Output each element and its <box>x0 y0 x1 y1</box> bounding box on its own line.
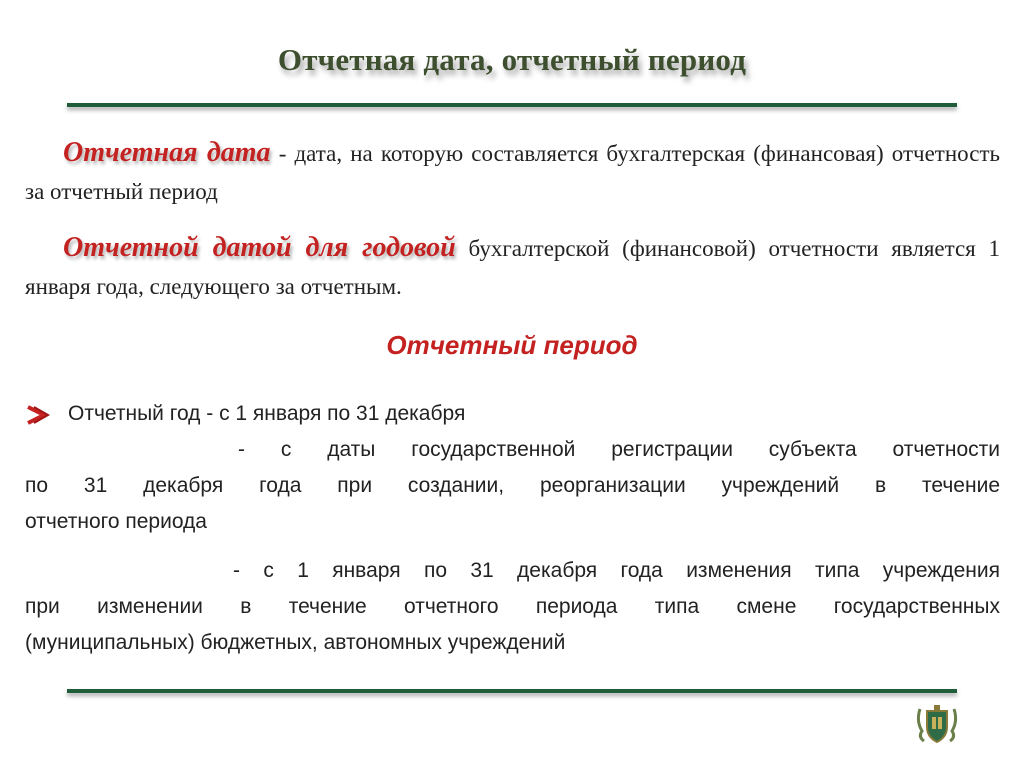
reporting-period-heading: Отчетный период <box>386 330 638 360</box>
bullet-text: Отчетный год - с 1 января по 31 декабря <box>68 402 466 425</box>
period-registration-block <box>25 432 1000 540</box>
block1-line3: отчетного периода <box>25 510 207 533</box>
term-reporting-date: Отчетная дата <box>63 137 271 168</box>
bottom-divider <box>67 689 957 693</box>
arrow-bullet-icon <box>25 397 51 431</box>
term-annual-date: Отчетной датой для годовой <box>63 232 456 263</box>
block2-line1: - с 1 января по 31 декабря года изменения типа учреждения <box>233 559 1000 582</box>
block2-line3: (муниципальных) бюджетных, автономных учреждений <box>25 631 566 654</box>
definition-annual-date <box>25 229 1000 306</box>
bullet-reporting-year <box>25 397 1000 431</box>
top-divider <box>67 103 957 107</box>
period-type-change-block <box>25 553 1000 661</box>
annual-date-text: бухгалтерской (финансовой) отчетности является 1 января года, следующего за отчетным. <box>25 236 1000 299</box>
coat-of-arms-icon <box>914 701 960 747</box>
block2-line2: при изменении в течение отчетного периода типа смене государственных <box>25 595 1000 618</box>
definition-text: - дата, на которую составляется бухгалтерская (финансовая) отчетность за отчетный период <box>25 141 1000 204</box>
definition-reporting-date <box>25 134 1000 211</box>
slide-title: Отчетная дата, отчетный период <box>277 42 747 77</box>
block1-line1: - с даты государственной регистрации субъекта отчетности <box>238 438 1000 461</box>
block1-line2: по 31 декабря года при создании, реорганизации учреждений в течение <box>25 474 1000 497</box>
